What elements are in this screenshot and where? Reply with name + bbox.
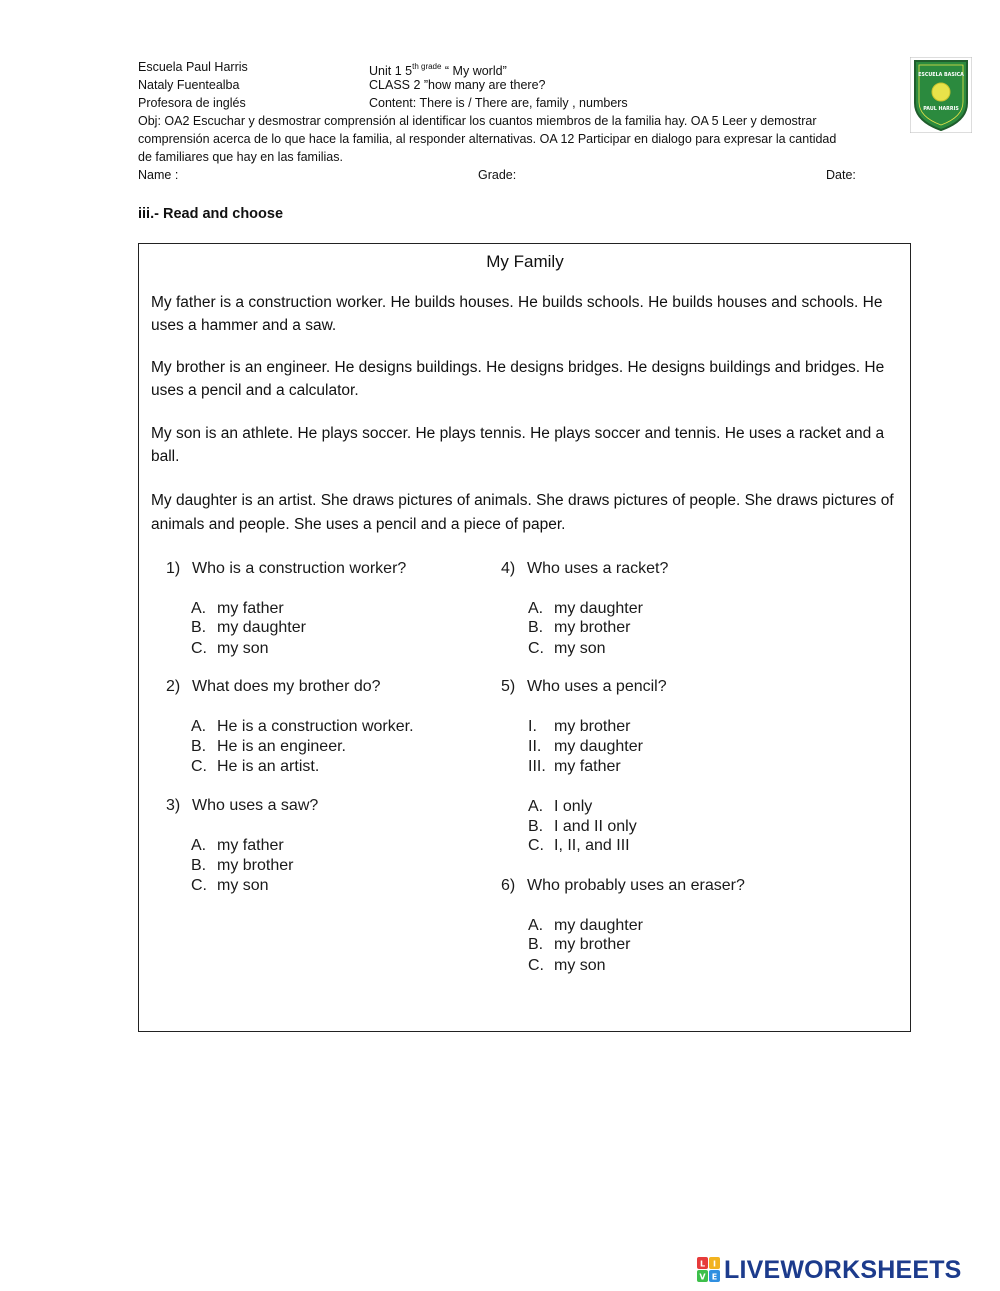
q5-statement-2: II. my daughter: [528, 738, 643, 755]
svg-text:V: V: [699, 1272, 706, 1282]
class-line: CLASS 2 ”how many are there?: [369, 78, 546, 92]
q2-option-c[interactable]: C. He is an artist.: [191, 758, 320, 775]
q5-option-b[interactable]: B. I and II only: [528, 818, 637, 835]
paragraph-daughter: My daughter is an artist. She draws pictures of animals. She draws pictures of people. She draws pictures of animals and people. She uses a pencil and a piece of paper.: [151, 492, 894, 533]
q4-option-c[interactable]: C. my son: [528, 640, 606, 657]
grade-label: Grade:: [478, 168, 517, 182]
q2-option-b[interactable]: B. He is an engineer.: [191, 738, 346, 755]
content-line: Content: There is / There are, family , numbers: [369, 96, 628, 110]
question-6: 6) Who probably uses an eraser?: [501, 877, 745, 894]
question-1: 1) Who is a construction worker?: [166, 560, 407, 577]
svg-text:L: L: [699, 1259, 706, 1269]
unit-prefix: Unit 1 5: [369, 64, 413, 78]
q4-option-a[interactable]: A. my daughter: [528, 600, 643, 617]
paragraph-son: My son is an athlete. He plays soccer. He plays tennis. He plays soccer and tennis. He uses a racket and a ball.: [151, 425, 885, 465]
school-logo: [910, 57, 972, 133]
liveworksheets-logo-icon: [697, 1257, 721, 1283]
q5-option-c[interactable]: C. I, II, and III: [528, 837, 630, 854]
reading-title: My Family: [486, 252, 564, 271]
q3-option-a[interactable]: A. my father: [191, 837, 284, 854]
q5-statement-3: III. my father: [528, 758, 621, 775]
unit-grade-sup: th grade: [412, 62, 442, 71]
q6-option-a[interactable]: A. my daughter: [528, 917, 643, 934]
question-3: 3) Who uses a saw?: [166, 797, 319, 814]
question-2: 2) What does my brother do?: [166, 678, 381, 695]
q3-option-b[interactable]: B. my brother: [191, 857, 294, 874]
unit-suffix: “ My world”: [441, 64, 507, 78]
liveworksheets-brand: [697, 1255, 962, 1285]
paragraph-father: My father is a construction worker. He builds houses. He builds schools. He builds houses and schools. He uses a hammer and a saw.: [151, 294, 883, 334]
q1-option-c[interactable]: C. my son: [191, 640, 269, 657]
q5-statement-1: I. my brother: [528, 718, 631, 735]
svg-text:I: I: [713, 1259, 716, 1269]
q4-option-b[interactable]: B. my brother: [528, 619, 631, 636]
question-4: 4) Who uses a racket?: [501, 560, 669, 577]
q5-option-a[interactable]: A. I only: [528, 798, 593, 815]
logo-bottom-text: PAUL HARRIS: [923, 107, 959, 112]
objective-text: Obj: OA2 Escuchar y desmostrar comprensión al identificar los cuantos miembros de la familia hay. OA 5 Leer y demostrar comprensión acerca de lo que hace la familia, al responder alternativas. OA 12 Participar en dialogo para expresar la cantidad de familiares que hay en las familias.: [138, 114, 837, 164]
q3-option-c[interactable]: C. my son: [191, 877, 269, 894]
teacher-role: Profesora de inglés: [138, 96, 246, 110]
paragraph-brother: My brother is an engineer. He designs buildings. He designs bridges. He designs buildings and bridges. He uses a pencil and a calculator.: [151, 359, 885, 399]
q6-option-b[interactable]: B. my brother: [528, 936, 631, 953]
school-name: Escuela Paul Harris: [138, 60, 248, 74]
svg-text:E: E: [711, 1272, 718, 1282]
liveworksheets-brand-text: LIVEWORKSHEETS: [724, 1255, 962, 1284]
name-label: Name :: [138, 168, 179, 182]
teacher-name: Nataly Fuentealba: [138, 78, 240, 92]
q1-option-a[interactable]: A. my father: [191, 600, 284, 617]
logo-top-text: ESCUELA BASICA: [918, 73, 964, 78]
q2-option-a[interactable]: A. He is a construction worker.: [191, 718, 414, 735]
q1-option-b[interactable]: B. my daughter: [191, 619, 306, 636]
section-title: iii.- Read and choose: [138, 206, 284, 222]
question-5: 5) Who uses a pencil?: [501, 678, 667, 695]
date-label: Date:: [826, 168, 856, 182]
q6-option-c[interactable]: C. my son: [528, 957, 606, 974]
